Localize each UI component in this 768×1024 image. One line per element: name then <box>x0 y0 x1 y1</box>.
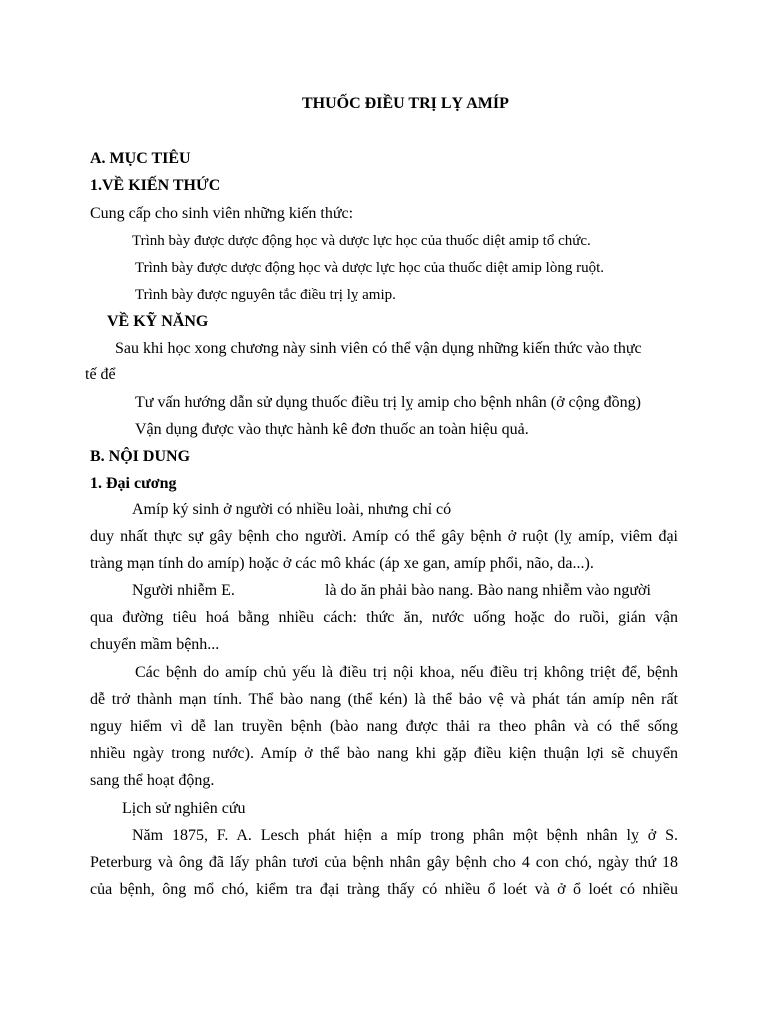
skills-heading: VỀ KỸ NĂNG <box>107 313 209 330</box>
skills-item: Tư vấn hướng dẫn sử dụng thuốc điều trị lỵ amip cho bệnh nhân (ở cộng đồng) <box>135 394 641 411</box>
paragraph-line: duy nhất thực sự gây bệnh cho người. Amíp có thể gây bệnh ở ruột (lỵ amíp, viêm đại <box>90 528 678 545</box>
paragraph-line: chuyển mầm bệnh... <box>90 636 220 653</box>
paragraph-line: Năm 1875, F. A. Lesch phát hiện a míp trong phân một bệnh nhân lỵ ở S. <box>132 827 678 844</box>
knowledge-heading: 1.VỀ KIẾN THỨC <box>90 177 221 194</box>
paragraph-line: Peterburg và ông đã lấy phân tươi của bệnh nhân gây bệnh cho 4 con chó, ngày thứ 18 <box>90 854 678 871</box>
paragraph-line: sang thể hoạt động. <box>90 772 215 789</box>
history-heading: Lịch sử nghiên cứu <box>122 800 246 817</box>
knowledge-item: Trình bày được nguyên tắc điều trị lỵ amip. <box>135 287 396 303</box>
paragraph-line: dễ trở thành mạn tính. Thể bào nang (thể kén) là thể bảo vệ và phát tán amíp nên rất <box>90 691 678 708</box>
paragraph-line: tràng mạn tính do amíp) hoặc ở các mô khác (áp xe gan, amíp phổi, não, da...). <box>90 555 594 572</box>
paragraph-line-rest: là do ăn phải bào nang. Bào nang nhiễm vào người <box>325 582 651 599</box>
skills-intro-continued: tế để <box>85 366 116 383</box>
paragraph-line-start: Người nhiễm E. <box>132 582 235 599</box>
skills-intro: Sau khi học xong chương này sinh viên có thể vận dụng những kiến thức vào thực <box>115 340 642 357</box>
paragraph-line: nhiều ngày trong nước). Amíp ở thể bào nang khi gặp điều kiện thuận lợi sẽ chuyển <box>90 745 678 762</box>
section-b-heading: B. NỘI DUNG <box>90 448 191 465</box>
knowledge-intro: Cung cấp cho sinh viên những kiến thức: <box>90 205 354 222</box>
paragraph-line: Amíp ký sinh ở người có nhiều loài, nhưng chỉ có <box>132 501 452 518</box>
general-heading: 1. Đại cương <box>90 475 177 492</box>
knowledge-item: Trình bày được dược động học và dược lực học của thuốc diệt amip tổ chức. <box>132 233 591 249</box>
paragraph-line: của bệnh, ông mổ chó, kiểm tra đại tràng thấy có nhiều ổ loét và ở ổ loét có nhiều <box>90 881 678 898</box>
knowledge-item: Trình bày được dược động học và dược lực học của thuốc diệt amip lòng ruột. <box>135 260 604 276</box>
paragraph-line: qua đường tiêu hoá bằng nhiều cách: thức ăn, nước uống hoặc do ruồi, gián vận <box>90 609 678 626</box>
paragraph-line: Các bệnh do amíp chủ yếu là điều trị nội khoa, nếu điều trị không triệt để, bệnh <box>135 664 678 681</box>
skills-item: Vận dụng được vào thực hành kê đơn thuốc an toàn hiệu quả. <box>135 421 529 438</box>
document-title: THUỐC ĐIỀU TRỊ LỴ AMÍP <box>302 95 509 112</box>
paragraph-line: nguy hiểm vì dễ lan truyền bệnh (bào nang được thải ra theo phân và có thể sống <box>90 718 678 735</box>
section-a-heading: A. MỤC TIÊU <box>90 150 191 167</box>
